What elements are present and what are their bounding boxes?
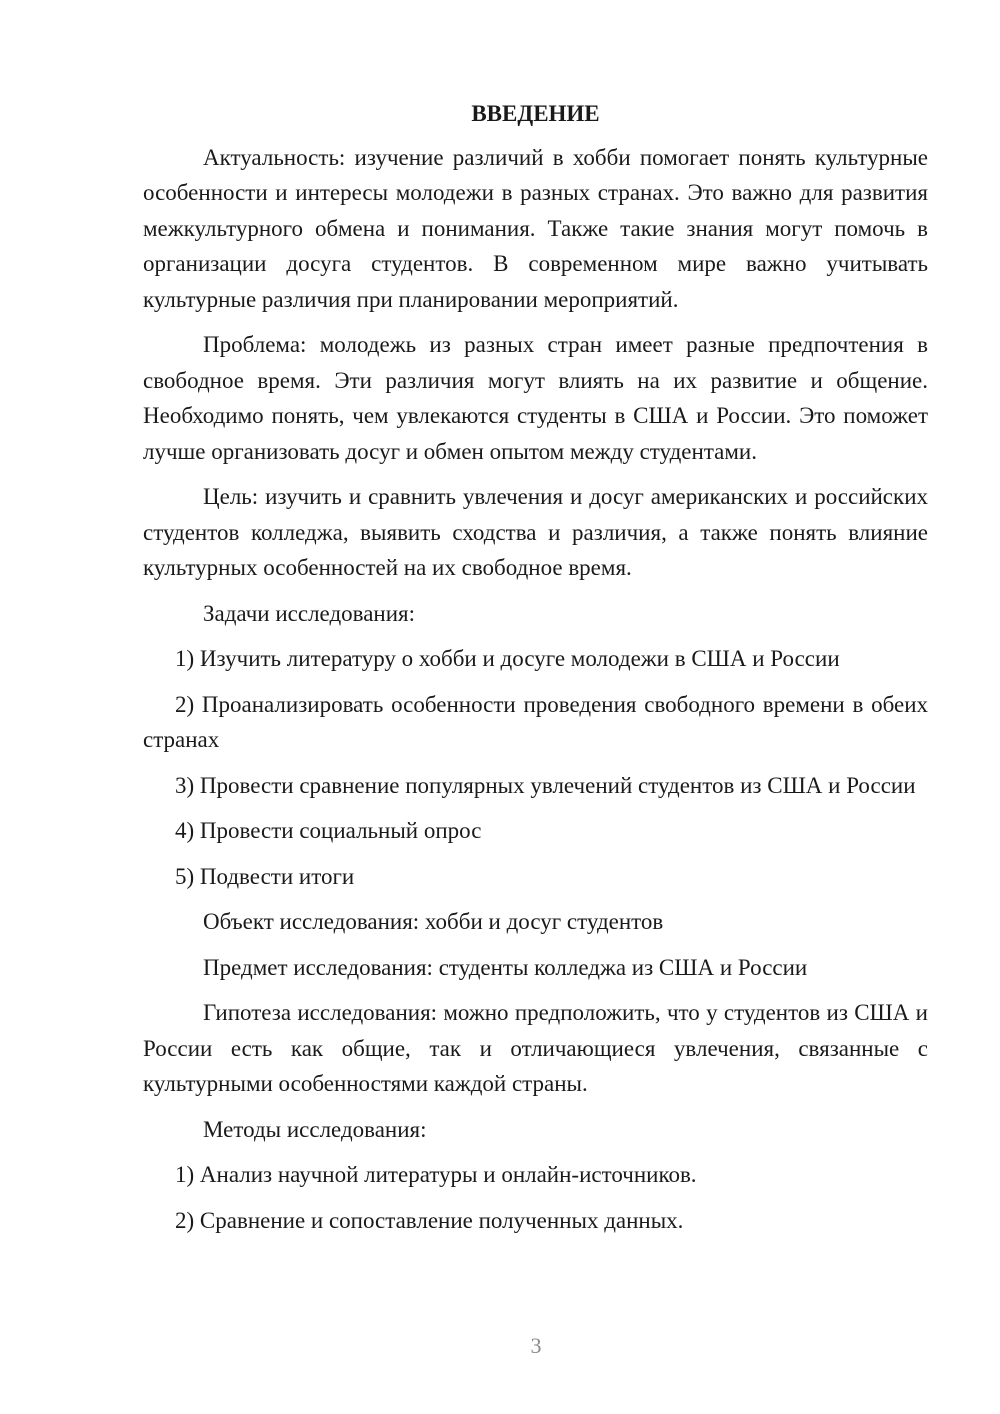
page-content <box>143 96 928 1248</box>
paragraph-hypothesis: Гипотеза исследования: можно предположить, что у студентов из США и России есть как общие, так и отличающиеся увлечения, связанные с культурными особенностями каждой страны. <box>143 1000 928 1096</box>
paragraph-relevance: Актуальность: изучение различий в хобби помогает понять культурные особенности и интересы молодежи в разных странах. Это важно для развития межкультурного обмена и понимания. Также такие знания могут помочь в организации досуга студентов. В современном мире важно учитывать культурные различия при планировании мероприятий. <box>143 144 928 312</box>
paragraph-subject: Предмет исследования: студенты колледжа из США и России <box>203 954 808 980</box>
method-item-1: 1) Анализ научной литературы и онлайн-источников. <box>175 1162 697 1187</box>
paragraph-goal: Цель: изучить и сравнить увлечения и досуг американских и российских студентов колледжа, выявить сходства и различия, а также понять влияние культурных особенностей на их свободное время. <box>143 484 928 580</box>
task-item-1: 1) Изучить литературу о хобби и досуге молодежи в США и России <box>175 646 840 671</box>
methods-heading: Методы исследования: <box>203 1116 427 1142</box>
paragraph-problem: Проблема: молодежь из разных стран имеет разные предпочтения в свободное время. Эти различия могут влиять на их развитие и общение. Необходимо понять, чем увлекаются студенты в США и России. Это поможет лучше организовать досуг и обмен опытом между студентами. <box>143 332 928 464</box>
page-number: 3 <box>530 1333 542 1358</box>
method-item-2: 2) Сравнение и сопоставление полученных данных. <box>175 1207 684 1233</box>
task-item-5: 5) Подвести итоги <box>175 863 355 889</box>
section-title: ВВЕДЕНИЕ <box>471 101 600 126</box>
tasks-heading: Задачи исследования: <box>203 600 416 626</box>
task-item-2: 2) Проанализировать особенности проведения свободного времени в обеих странах <box>143 691 928 752</box>
task-item-3: 3) Провести сравнение популярных увлечений студентов из США и России <box>175 772 916 798</box>
task-item-4: 4) Провести социальный опрос <box>175 818 482 843</box>
paragraph-object: Объект исследования: хобби и досуг студентов <box>203 909 664 934</box>
